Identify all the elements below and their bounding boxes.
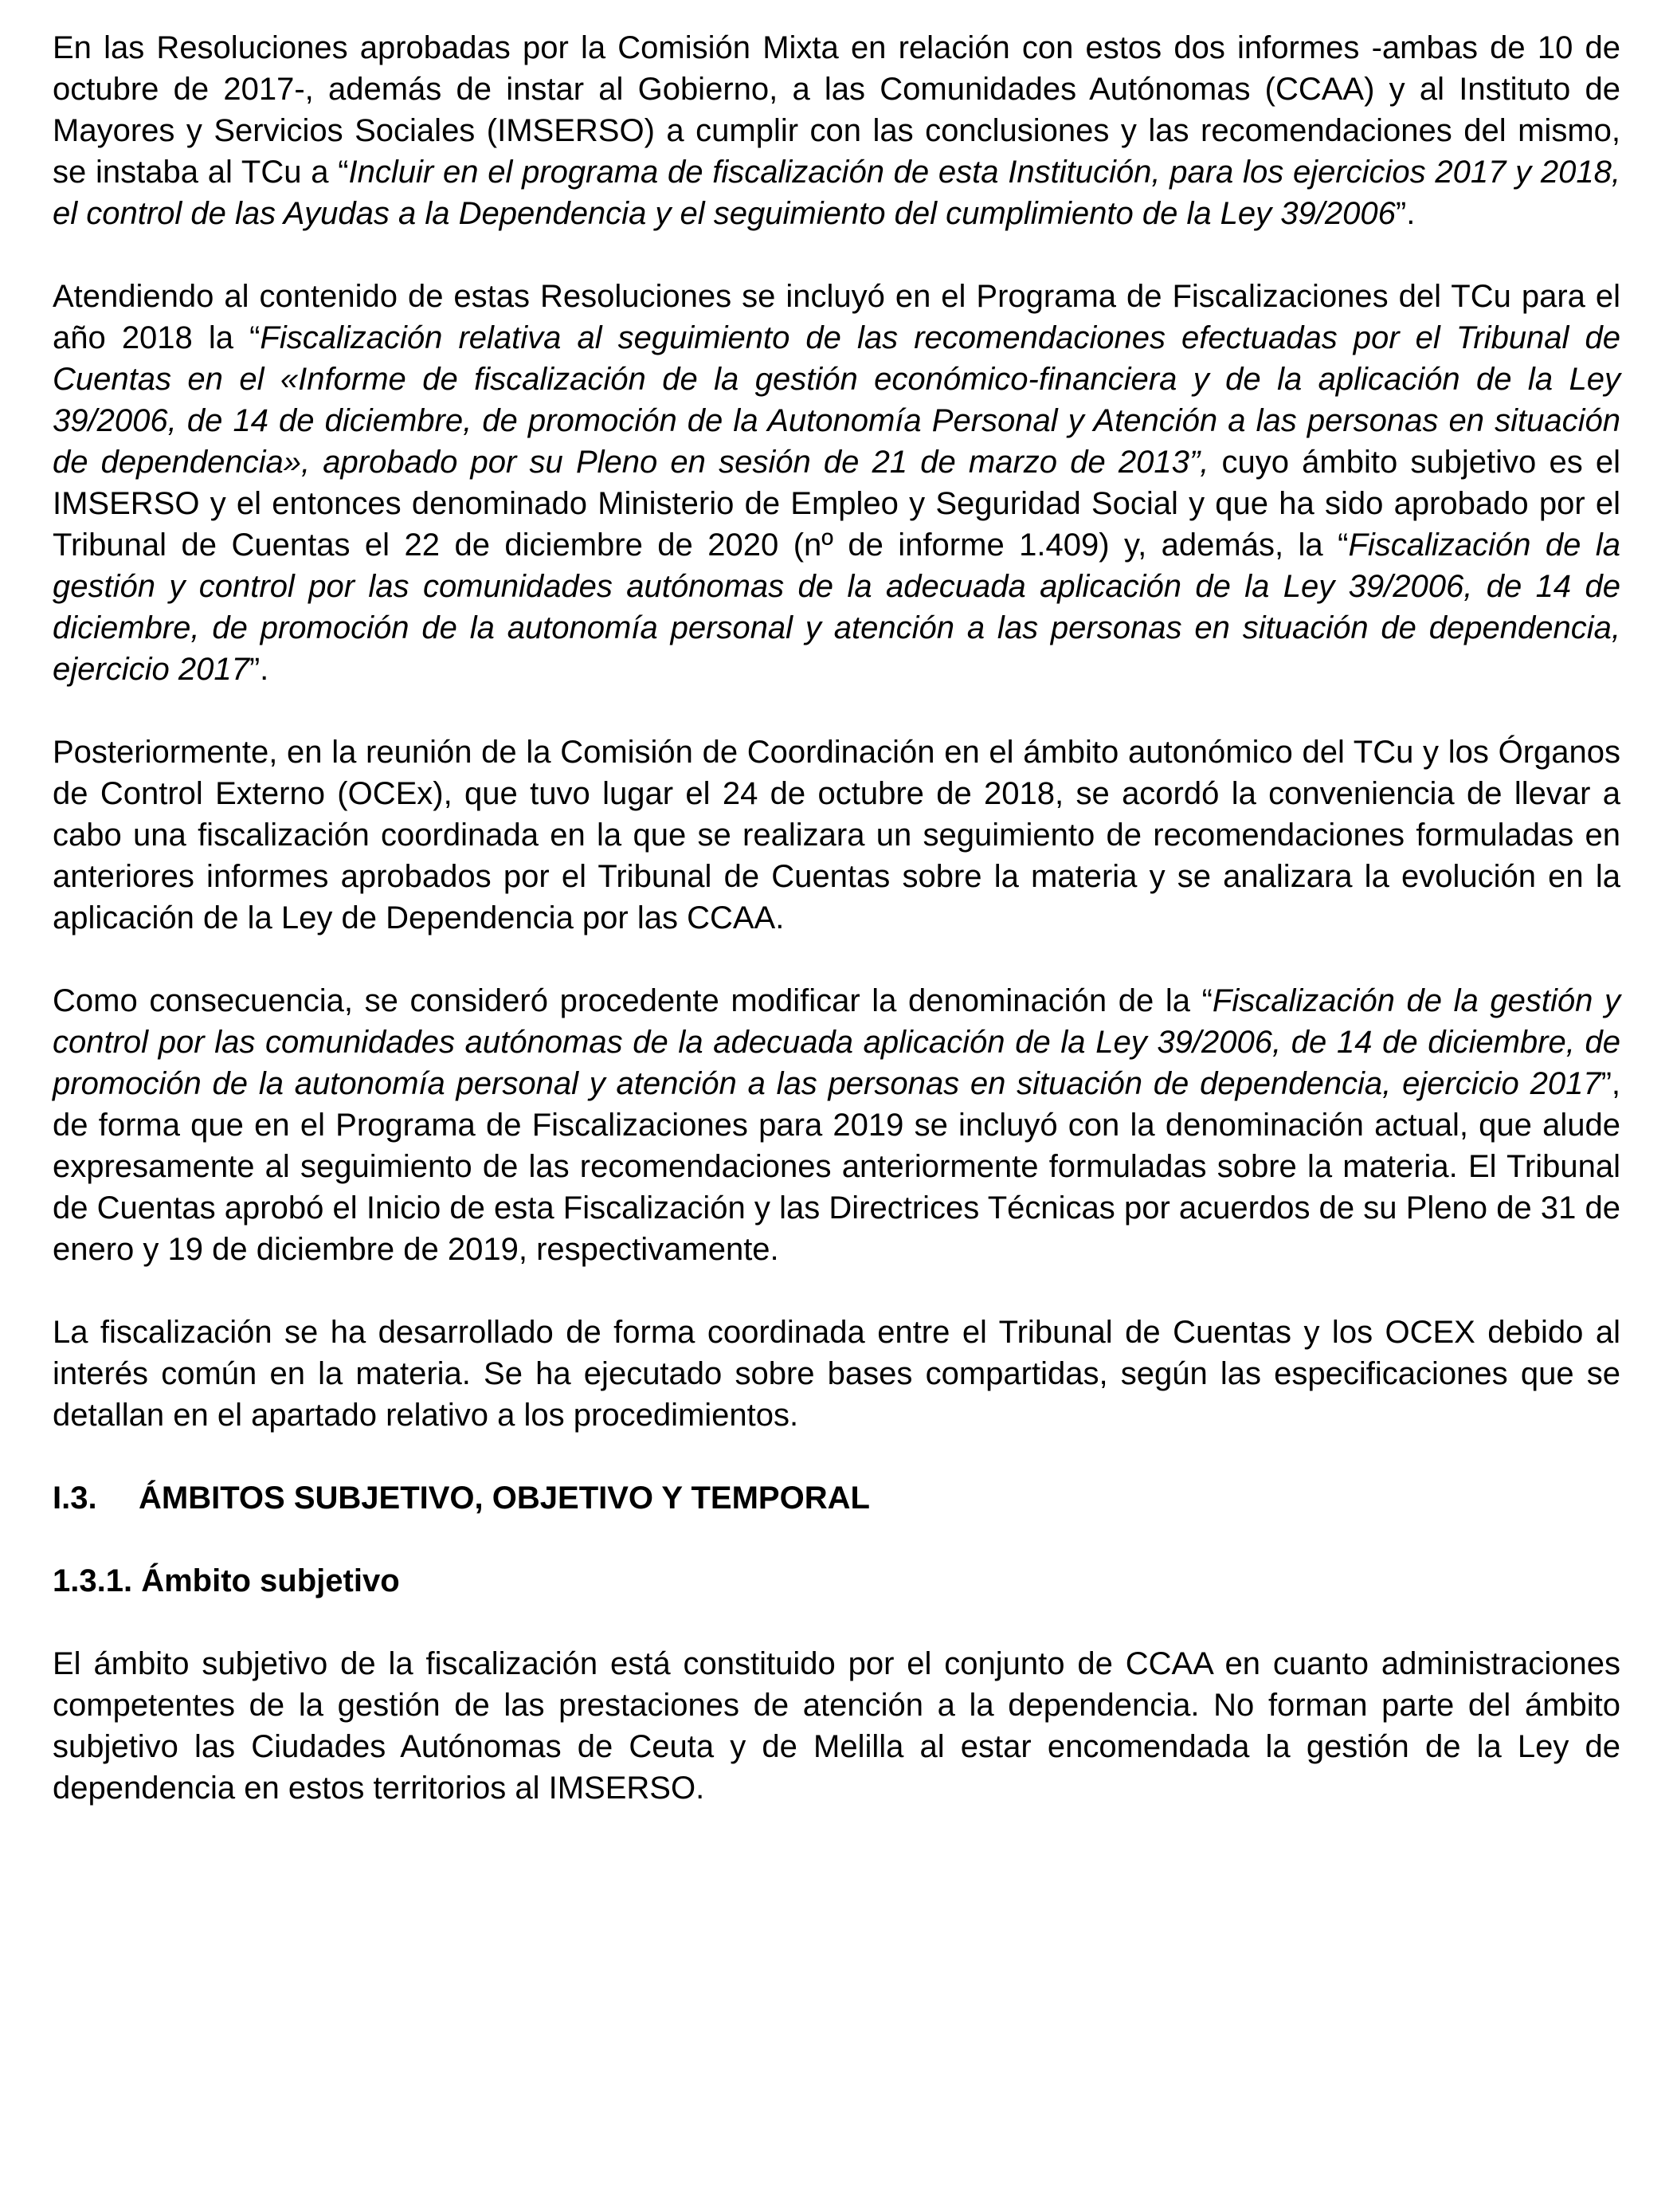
paragraph-text: En las Resoluciones aprobadas por la Comisión Mixta en relación con estos dos informes -ambas de 10 de octubre de 2017-, además de instar al Gobierno, a las Comunidades Autónomas (CCAA) y al Instituto de Mayores y Servicios Sociales (IMSERSO) a cumplir con las conclusiones y las recomendaciones del mismo, se instaba al TCu a “ — [53, 30, 1620, 190]
section-title: ÁMBITOS SUBJETIVO, OBJETIVO Y TEMPORAL — [139, 1481, 870, 1516]
paragraph-text-end: ”. — [249, 652, 269, 687]
heading-spacer — [53, 1519, 1620, 1560]
paragraph-posteriormente: Posteriormente, en la reunión de la Comisión de Coordinación en el ámbito autonómico del TCu y los Órganos de Control Externo (OCEx), que tuvo lugar el 24 de octubre de 2018, se acordó la conveniencia de llevar a cabo una fiscalización coordinada en la que se realizara un seguimiento de recomendaciones formuladas en anteriores informes aprobados por el Tribunal de Cuentas sobre la materia y se analizara la evolución en la aplicación de la Ley de Dependencia por las CCAA. — [53, 735, 1620, 935]
quoted-fiscalization-title: Fiscalización de la gestión y control por las comunidades autónomas de la adecuada aplicación de la Ley 39/2006, de 14 de diciembre, de promoción de la autonomía personal y atención a las personas en situación de dependencia, ejercicio 2017 — [53, 983, 1620, 1101]
paragraph-ambito-subjetivo: El ámbito subjetivo de la fiscalización está constituido por el conjunto de CCAA en cuanto administraciones competentes de la gestión de las prestaciones de atención a la dependencia. No forman parte del ámbito subjetivo las Ciudades Autónomas de Ceuta y de Melilla al estar encomendada la gestión de la Ley de dependencia en estos territorios al IMSERSO. — [53, 1646, 1620, 1806]
heading-spacer — [53, 1602, 1620, 1643]
paragraph-text: ”, de forma que en el Programa de Fiscalizaciones para 2019 se incluyó con la denominación actual, que alude expresamente al seguimiento de las recomendaciones anteriormente formuladas sobre la materia. El Tribunal de Cuentas aprobó el Inicio de esta Fiscalización y las Directrices Técnicas por acuerdos de su Pleno de 31 de enero y 19 de diciembre de 2019, respectivamente. — [53, 1066, 1620, 1267]
quoted-fiscalization-title-2017: Fiscalización de la gestión y control por las comunidades autónomas de la adecuada aplicación de la Ley 39/2006, de 14 de diciembre, de promoción de la autonomía personal y atención a las personas en situación de dependencia, ejercicio 2017 — [53, 528, 1620, 687]
section-heading — [53, 1477, 1620, 1519]
paragraph-text-end: ”. — [1395, 196, 1416, 231]
paragraph-text: Atendiendo al contenido de estas Resoluciones se incluyó en el Programa de Fiscalizaciones del TCu para el año 2018 la “ — [53, 279, 1620, 355]
paragraph-spacer — [53, 690, 1620, 731]
paragraph-spacer — [53, 1270, 1620, 1312]
paragraph-spacer — [53, 939, 1620, 980]
paragraph-text: cuyo ámbito subjetivo es el IMSERSO y el entonces denominado Ministerio de Empleo y Seguridad Social y que ha sido aprobado por el Tribunal de Cuentas el 22 de diciembre de 2020 (nº de informe 1.409) y, además, la “ — [53, 445, 1621, 563]
paragraph-resoluciones — [53, 27, 1620, 234]
paragraph-coordinada: La fiscalización se ha desarrollado de forma coordinada entre el Tribunal de Cuentas y los OCEX debido al interés común en la materia. Se ha ejecutado sobre bases compartidas, según las especificaciones que se detallan en el apartado relativo a los procedimientos. — [53, 1315, 1620, 1433]
subsection-heading: 1.3.1. Ámbito subjetivo — [53, 1563, 400, 1598]
paragraph-spacer — [53, 1436, 1620, 1477]
paragraph-programa-2018 — [53, 276, 1620, 690]
quoted-fiscalization-title: Fiscalización relativa al seguimiento de las recomendaciones efectuadas por el Tribunal de Cuentas en el «Informe de fiscalización de la gestión económico-financiera y de la aplicación de la Ley 39/2006, de 14 de diciembre, de promoción de la Autonomía Personal y Atención a las personas en situación de dependencia», aprobado por su Pleno en sesión de 21 de marzo de 2013”, — [53, 320, 1620, 480]
paragraph-spacer — [53, 234, 1620, 276]
quoted-resolution-text: Incluir en el programa de fiscalización de esta Institución, para los ejercicios 2017 y 2018, el control de las Ayudas a la Dependencia y el seguimiento del cumplimiento de la Ley 39/2006 — [53, 155, 1620, 231]
section-number: I.3. — [53, 1481, 97, 1516]
paragraph-consecuencia — [53, 980, 1620, 1270]
paragraph-text: Como consecuencia, se consideró procedente modificar la denominación de la “ — [53, 983, 1213, 1018]
document-page — [53, 27, 1620, 1809]
